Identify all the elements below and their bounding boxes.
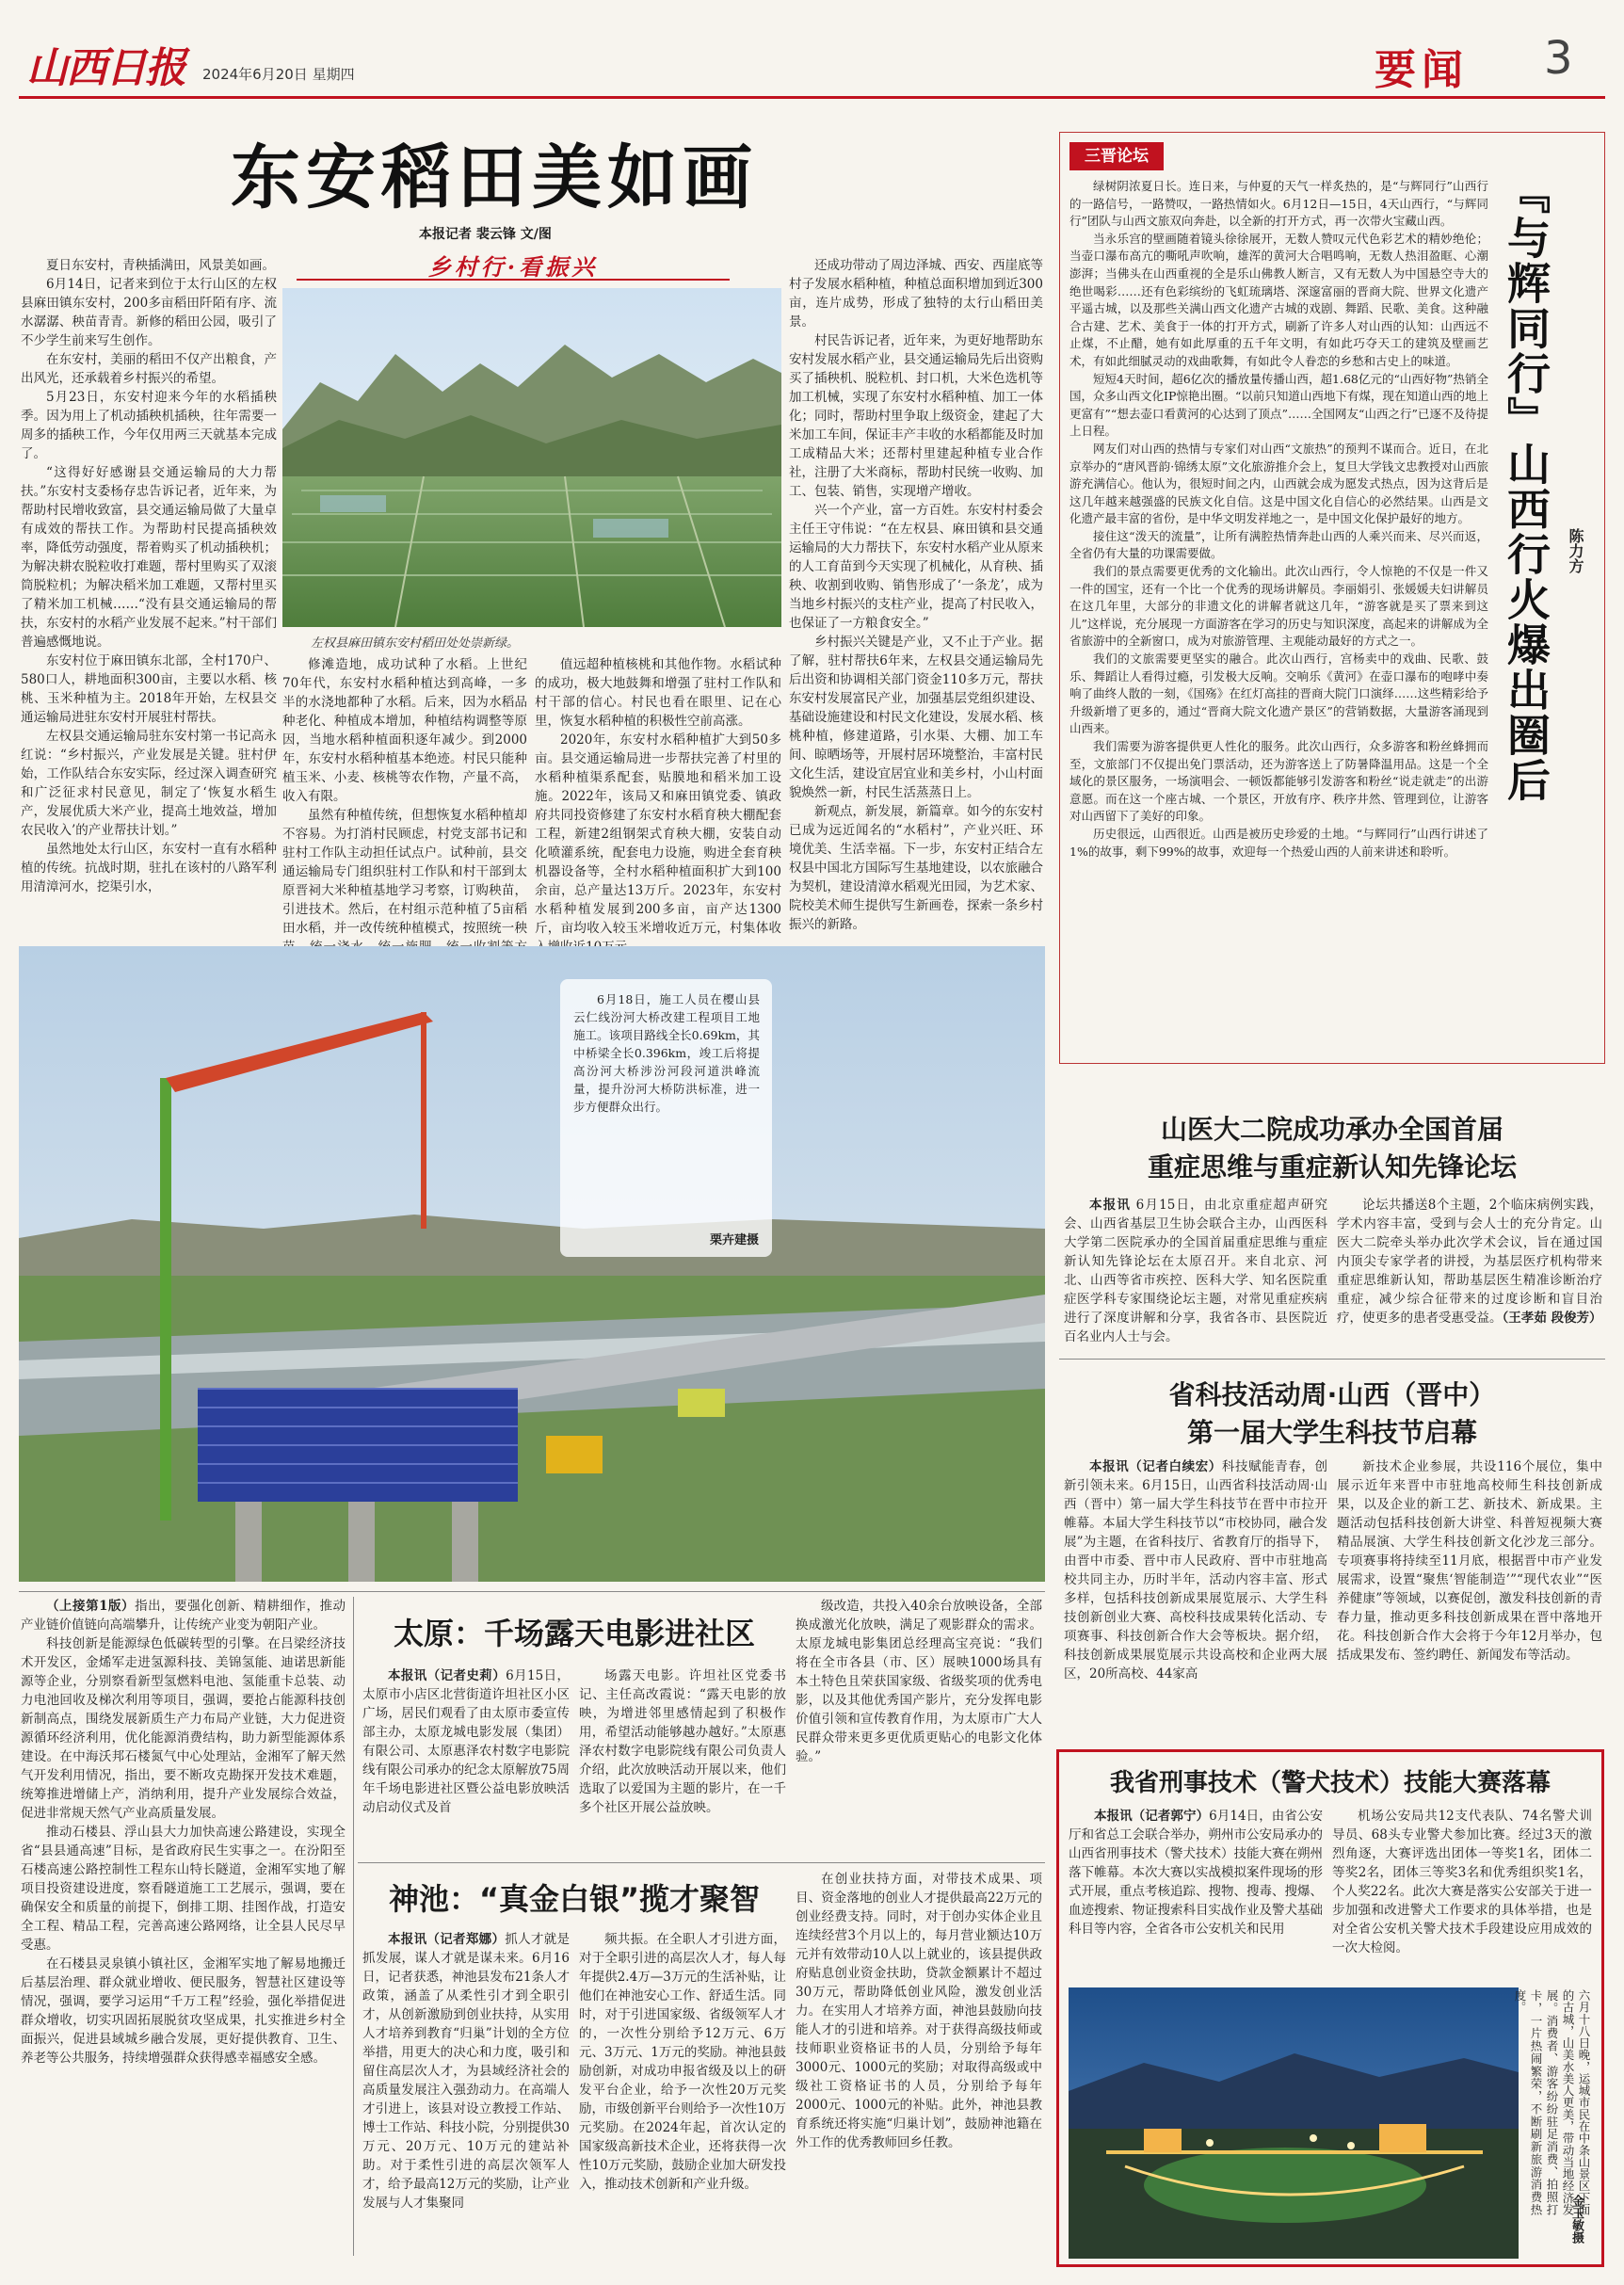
keji-body: 新技术企业参展，共设116个展位，集中展示近年来晋中市驻地高校师生科技创新成果，以及企业的新工艺、新技术、新成果。主题活动包括科技创新大讲堂、科普短视频大赛精品展演、大学生科技创新文化沙龙三部分。专项赛事将持续至11月底，根据晋中市产业发展需求，设置“聚焦‘智能制造’”“现代农业”“医养健康”等领域，以赛促创，激发科技创新的青春力量，推动更多科技创新成果在晋中落地开花。科技创新合作大会将于今年12月举办，包括成果发布、签约聘任、新闻发布等活动。 bbox=[1337, 1459, 1602, 1663]
police-article-box bbox=[1056, 1749, 1604, 2267]
taiyuan-body: 级改造，共投入40余台放映设备，全部换成激光化放映，满足了观影群众的需求。太原龙城电影集团总经理高宝亮说：“我们将在全市各县（市、区）展映1000场具有本土特色且荣获国家级、省级奖项的优秀电影，以及其他优秀国产影片，充分发挥电影价值引领和宣传教育作用，为太原市广大人民群众带来更多更优质更贴心的电影文化体验。” bbox=[796, 1599, 1042, 1764]
night-town-photo bbox=[1069, 1987, 1519, 2259]
paragraph: 虽然有种植传统，但想恢复水稻种植却不容易。为打消村民顾虑，村党支部书记和驻村工作队主动担任试点户。试种前，县交通运输局专门组织驻村工作队和村干部到太原晋祠大米种植基地学习考察，订购秧苗，引进技术。然后，在村组示范种植了5亩稻田水稻，并一改传统种植模式，按照统一秧 bbox=[282, 808, 527, 936]
night-photo-caption: 六月十八日晚，运城市民在中条山景区下面的古城，山美水美人更美，带动当地经济发展。消费者、游客纷纷驻足消费、拍照打卡，一片热闹繁荣，不断刷新旅游消费热度。 bbox=[1513, 1989, 1591, 2215]
night-town-illustration bbox=[1069, 1987, 1519, 2259]
paragraph: 我们的文旅需要更坚实的融合。此次山西行，宫杨卖中的戏曲、民歌、鼓乐、舞蹈让人看得过瘾，引发极大反响。交响乐《黄河》在壶口瀑布的咆哮中奏响了曲终人散的一刻，《国殇》在红灯高挂的晋商大院门口演绎……这些精彩给予升级新增了更多的，通过“晋商大院文化遗产景区”的营销数据，大量游客涌现到山西来。 bbox=[1069, 652, 1488, 736]
paragraph: 在东安村，美丽的稻田不仅产出粮食，产出风光，还承载着乡村振兴的希望。 bbox=[21, 352, 277, 386]
section-name: 要闻 bbox=[1375, 46, 1469, 94]
paragraph: 指出，要强化创新、精耕细作，推动产业链价值链向高端攀升，让传统产业变为朝阳产业。 bbox=[21, 1599, 346, 1633]
taiyuan-body: 场露天电影。许坦社区党委书记、主任高改霞说：“露天电影的放映，为增进邻里感情起到了积极作用，希望活动能够越办越好。”太原惠泽农村数字电影院线有限公司负责人介绍，此次放映活动开展以来，他们选取了以爱国为主题的影片，在一千多个社区开展公益放映。 bbox=[579, 1668, 786, 1815]
masthead-rule bbox=[19, 96, 1605, 99]
bridge-illustration bbox=[19, 946, 1045, 1582]
keji-text-col2 bbox=[1337, 1457, 1602, 1738]
shenchi-body: 抓人才就是抓发展，谋人才就是谋未来。6月16日，记者获悉，神池县发布21条人才政策，涵盖了从柔性引才到全职引才，从创新激励到创业扶持，从实用人才培养到教育“归巢”计划的全方位举措，用更大的决心和力度，吸引和留住高层次人才，为县域经济社会的高质量发展注入强劲动力。在高端人才引进上，该县对设立教授工作站、博士工作站、科技小院，分别提供30万元、20万元、10万元的建站补助。对于柔性引进的高层次领军人才，给予最高12万元的奖励，让产业发展与人才集聚同 bbox=[362, 1932, 571, 2211]
police-lead: 本报讯（记者郭宁） bbox=[1094, 1809, 1210, 1824]
editorial-column-tag bbox=[1069, 142, 1164, 170]
paragraph: 东安村位于麻田镇东北部，全村170户、580口人，耕地面积300亩，主要以水稻、核桃、玉米种植为主。2018年开始，左权县交通运输局进驻东安村开展驻村帮扶。 bbox=[21, 653, 277, 725]
lead-title: 东安稻田美如画 bbox=[231, 137, 758, 218]
shanyi-text-col2 bbox=[1337, 1196, 1602, 1346]
column-banner bbox=[297, 247, 730, 281]
taiyuan-text-col1 bbox=[362, 1666, 570, 1855]
editorial-author: 陈力方 bbox=[1567, 528, 1584, 573]
paragraph: 网友们对山西的热情与专家们对山西“文旅热”的预判不谋而合。近日，在北京举办的“唐风晋韵·锦绣太原”文化旅游推介会上，复旦大学钱文忠教授对山西旅游充满信心。他认为，很短时间之内，山西就会成为愿发式热点，因为这背后是这几年越来越强盛的民族文化自信。这是中国文化自信心的必然结果。山西是文化遗产最丰富的省份，是中华文明发祥地之一，是中国文化保护最好的地方。 bbox=[1069, 441, 1488, 526]
lead-byline: 本报记者 裴云锋 文/图 bbox=[419, 227, 552, 242]
paragraph: 绿树阴浓夏日长。连日来，与仲夏的天气一样炙热的，是“与辉同行”山西行的一路信号，一路赞叹，一路热情如火。6月12日—15日，4天山西行，“与辉同行”团队与山西文旅双向奔赴，以全新的打开方式，再一次带火宝藏山西。 bbox=[1069, 179, 1488, 229]
keji-text-col1 bbox=[1064, 1457, 1327, 1738]
paragraph: 历史很远，山西很近。山西是被历史珍爱的土地。“与辉同行”山西行讲述了1%的故事，剩下99%的故事，欢迎每一个热爱山西的人前来讲述和聆听。 bbox=[1069, 826, 1488, 859]
bridge-caption: 6月18日，施工人员在樱山县云仁线汾河大桥改建工程项目工地施工。该项目路线全长0.69km，其中桥梁全长0.396km，竣工后将提高汾河大桥涉汾河段河道洪峰流量，提升汾河大桥防洪标准，进一步方便群众出行。 bbox=[573, 992, 760, 1114]
bridge-photo-credit: 栗卉建摄 bbox=[709, 1233, 759, 1247]
paragraph: 5月23日，东安村迎来今年的水稻插秧季。因为用上了机动插秧机插秧，往年需要一周多的插秧工作，今年仅用两三天就基本完成了。 bbox=[21, 390, 277, 461]
taiyuan-body: 6月15日，太原市小店区北营街道许坦社区小区广场，居民们观看了由太原市委宣传部主办，太原龙城电影发展（集团）有限公司、太原惠泽农村数字电影院线有限公司承办的纪念太原解放75周年千场电影进社区暨公益电影放映活动启动仪式及首 bbox=[362, 1668, 570, 1815]
paragraph: 2020年，东安村水稻种植扩大到50多亩。县交通运输局进一步帮扶完善了村里的水稻种植渠系配套，贴膜地和稻米加工设施。2022年，该局又和麻田镇党委、镇政府共同投资修建了东安村水稻育秧大棚配套工程，新建2组钢架式育秧大棚，安装自动化喷灌系统，配套电力设施，购进全套育秧机器设备等，全村水稻种植面积扩大到100余亩，总产量达13万斤。2023年，东安村水稻种植发展到200多亩，亩产达1300斤，亩均收入较玉米增收近万元，村集体收 bbox=[535, 732, 781, 936]
divider bbox=[19, 1591, 1045, 1592]
paragraph: 我们的景点需要更优秀的文化输出。此次山西行，令人惊艳的不仅是一件又一件的国宝，还有一个比一个优秀的现场讲解员。李丽娟引、张媛媛夫妇讲解员在这几年里，大部分的非遗文化的讲解者就这几年，“游客就是买了票来到这儿”这样说，充分展现一方面游客在学习的历史与知识深度，高起来的讲解成为全省旅游中的全新窗口，成为对旅游管理、主观能动最好的方式之一。 bbox=[1069, 564, 1488, 649]
paragraph: 6月14日，记者来到位于太行山区的左权县麻田镇东安村，200多亩稻田阡陌有序、流水潺潺、秧苗青青。新修的稻田公园，吸引了不少学生前来写生创作。 bbox=[21, 277, 277, 348]
shanyi-lead: 本报讯 bbox=[1089, 1198, 1132, 1213]
masthead bbox=[19, 28, 1605, 104]
shanyi-title-2: 重症思维与重症新认知先锋论坛 bbox=[1147, 1151, 1517, 1183]
paragraph: 我们需要为游客提供更人性化的服务。此次山西行，众多游客和粉丝蜂拥而至，文旅部门不仅提出免门票活动，还为游客送上了防暑降温用品。这是一个全域化的景区服务，一场演唱会、一顿饭都能够引发游客和粉丝“说走就走”的出游意愿。而在这一个座古城、一个景区，开放有序、秩序井然、管理到位，让游客对山西留下了美好的印象。 bbox=[1069, 739, 1488, 824]
continued-text bbox=[21, 1597, 346, 2256]
paragraph: 修滩造地，成功试种了水稻。上世纪70年代，东安村水稻种植达到高峰，一多半的水浇地都种了水稻。后来，因为水稻品种老化、种植成本增加，种植结构调整等原因，当地水稻种植面积逐年减少。到2000年，东安村水稻种植基本绝迹。村民只能种植玉米、小麦、核桃等农作物，产量不高，收入有限。 bbox=[282, 657, 527, 804]
paragraph: 乡村振兴关键是产业，又不止于产业。据了解，驻村帮扶6年来，左权县交通运输局先后出资和协调相关部门资金110多万元，帮扶东安村发展富民产业，加强基层党组织建设、基础设施建设和村民文化建设，发展水稻、核桃种植，修建道路，引水渠、大棚、加工车间、晾晒场等，开展村居环境整治，丰富村民文化生活，建设宜居宜业和美乡村，小山村面貌焕然一新，村民生活蒸蒸日上。 bbox=[789, 635, 1043, 800]
paragraph: 科技创新是能源绿色低碳转型的引擎。在吕梁经济技术开发区，金烯军走进氢源科技、美锦氢能、迪诺思新能源等企业，分别察看新型氢燃料电池、氢能重卡总装、动力电池回收及梯次利用等项目，强调，要抢占能源科技创新制高点，围绕发展新质生产力布局产业链，大力促进资源循环经济利用，优化能源消费结构，助力新型能源体系建设。在中海沃邦石楼氮气中心处理站，金湘军了解天然气开发利用情况，指出，要不断攻克勘探开发技术难题，统筹推进增储上产，消纳利用，提升产业发展综合效益，促进非常规天然气产业高质量发展。 bbox=[21, 1636, 346, 1821]
shanyi-body: 论坛共播送8个主题，2个临床病例实践，学术内容丰富，受到与会人士的充分肯定。山医大二院牵头举办此次学术会议，旨在通过国内顶尖专家学者的讲授，为基层医疗机构带来重症思维新认知，帮助基层医生精准诊断治疗重症，减少综合征带来的过度诊断和盲目治疗，使更多的患者受惠受益。 bbox=[1337, 1198, 1602, 1326]
keji-body: 科技赋能青春，创新引领未来。6月15日，山西省科技活动周·山西（晋中）第一届大学生科技节在晋中市拉开帷幕。本届大学生科技节以“市校协同，融合发展”为主题，在省科技厅、省教育厅的指导下，由晋中市委、晋中市人民政府、晋中市驻地高校共同主办，历时半年，活动内容丰富、形式多样，包括科技创新成果展览展示、大学生科技创新创业大赛、高校科技成果转化活动、专项赛事、科技创新合作大会等板块。据介绍，科技创新成果展览展示共设高校和企业两大展区，20所高校、44家高 bbox=[1064, 1459, 1328, 1682]
paragraph: 当永乐宫的壁画随着镜头徐徐展开，无数人赞叹元代色彩艺术的精妙绝伦；当壶口瀑布高亢的嘶吼声吹响，雄浑的黄河大合唱鸣响，无数人热泪盈眶、心潮澎湃；当佛头在山西重视的全是乐山佛教人断言，又有无数人为中国悬空寺大的绝世喝彩……还有色彩缤纷的飞虹琉璃塔、深邃富丽的晋商大院、世界文化遗产平遥古城，以及那些关满山西文化遗产古城的戏剧、舞蹈、民歌、美食。这种融合古建、艺术、美食于一体的打开方式，刷新了许多人对山西的认知：山西远不止煤，不止醋，她有如此厚重的五千年文明，有如此巧夺天工的建筑及壁画艺术，有如此细腻灵动的戏曲歌舞，有如此令人眷恋的乡愁和古史上的味道。 bbox=[1069, 231, 1488, 368]
keji-title-2: 第一届大学生科技节启幕 bbox=[1186, 1417, 1477, 1448]
police-title: 我省刑事技术（警犬技术）技能大赛落幕 bbox=[1109, 1769, 1551, 1797]
divider bbox=[353, 1597, 354, 2256]
shenchi-title: 神池：“真金白银”揽才聚智 bbox=[388, 1881, 761, 1917]
shanyi-body: 6月15日，由北京重症超声研究会、山西省基层卫生协会联合主办，山西医科大学第二医院承办的全国首届重症思维与重症新认知先锋论坛在太原召开。来自北京、河北、山西等省市疾控、医科大学、知名医院重症医学科专家围绕论坛主题，对常见重症疾病进行了深度讲解和分享，我省各市、县医院近百名业内人士与会。 bbox=[1064, 1198, 1327, 1344]
newspaper-logo: 山西日报 bbox=[26, 44, 185, 92]
lead-text-col4 bbox=[789, 256, 1043, 934]
night-photo-credit: 金玉敏摄 bbox=[1569, 2195, 1584, 2244]
divider bbox=[358, 1862, 1045, 1863]
paragraph: 推动石楼县、浮山县大力加快高速公路建设，实现全省“县县通高速”目标，是省政府民生实事之一。在汾阳至石楼高速公路控制性工程东山特长隧道，金湘军实地了解项目投资建设进度，察看隧道施工工艺展示，强调，要在确保安全和质量的前提下，倒排工期、挂图作战，打造安全工程、精品工程，完善高速公路网络，让全县人民尽早受惠。 bbox=[21, 1825, 346, 1953]
paragraph: 左权县交通运输局驻东安村第一书记高永红说：“乡村振兴，产业发展是关键。驻村伊始，工作队结合东安实际，经过深入调查研究和广泛征求村民意见，制定了‘恢复水稻生产，发展优质大米产业，提高土地效益，增加农民收入’的产业帮扶计划。” bbox=[21, 729, 277, 838]
issue-date: 2024年6月20日 星期四 bbox=[202, 66, 355, 83]
shenchi-text-col3 bbox=[796, 1870, 1042, 2260]
paragraph: 兴一个产业，富一方百姓。东安村村委会主任王守伟说：“在左权县、麻田镇和县交通运输局的大力帮扶下，东安村水稻产业从原来的人工育苗到今天实现了机械化，从育秧、插秧、收割到收购、销售形成了‘一条龙’，成为当地乡村振兴的支柱产业，提高了村民收入，也保证了一方粮食安全。” bbox=[789, 503, 1043, 631]
rice-field-photo bbox=[282, 288, 781, 627]
lead-text-col2 bbox=[282, 655, 527, 934]
shenchi-body: 频共振。在全职人才引进方面，对于全职引进的高层次人才，每人每年提供2.4万—3万元的生活补贴，让他们在神池安心工作、舒适生活。同时，对于引进国家级、省级领军人才的，一次性分别给予12万元、6万元、3万元、1万元的奖励。神池县鼓励创新，对成功申报省级及以上的研发平台企业，给予一次性20万元奖励，市级创新平台则给予一次性10万元奖励。在2024年起，首次认定的国家级高新技术企业，还将获得一次性10万元奖励，鼓励企业加大研发投入，推动技术创新和产业升级。 bbox=[579, 1932, 786, 2192]
paragraph: “这得好好感谢县交通运输局的大力帮扶。”东安村支委杨存忠告诉记者，近年来，为帮助村民增收致富，县交通运输局做了大量卓有成效的帮扶工作。为帮助村民提高插秧效率，降低劳动强度，帮着购买了机动插秧机；为解决耕农脱粒收打难题，帮村里购买了双滚筒脱粒机；为解决稻米加工难题，又帮村里买了精米加工机械……“没有县交通运输局的帮扶，东安村的水稻产业发展不起来。”村干部们普遍感慨地说。 bbox=[21, 465, 277, 650]
police-text-col1 bbox=[1069, 1807, 1323, 1976]
divider bbox=[1059, 1359, 1605, 1360]
paragraph: 新观点，新发展，新篇章。如今的东安村已成为远近闻名的“水稻村”，产业兴旺、环境优美、生活幸福。下一步，东安村正结合左权县中国北方国际写生基地建设，以农旅融合为契机，建设清漳水稻观光田园，为艺术家、院校美术师生提供写生新画卷，探索一条乡村振兴的新路。 bbox=[789, 804, 1043, 932]
paragraph: 接住这“泼天的流量”，让所有满腔热情奔赴山西的人乘兴而来、尽兴而返，全省仍有大量的功课需要做。 bbox=[1069, 528, 1488, 561]
police-text-col2 bbox=[1332, 1807, 1592, 1976]
paragraph: 值远超种植核桃和其他作物。水稻试种的成功，极大地鼓舞和增强了驻村工作队和村干部的信心。村民也看在眼里、记在心里，恢复水稻种植的积极性空前高涨。 bbox=[535, 657, 781, 729]
taiyuan-lead: 本报讯（记者史莉） bbox=[388, 1668, 506, 1683]
paragraph: 夏日东安村，青秧插满田，风景美如画。 bbox=[46, 258, 275, 273]
keji-title-1: 省科技活动周·山西（晋中） bbox=[1168, 1379, 1496, 1410]
shenchi-body: 在创业扶持方面，对带技术成果、项目、资金落地的创业人才提供最高22万元的创业经费支持。同时，对于创办实体企业且连续经营3个月以上的，每月营业额达10万元并有效带动10人以上就业的，该县提供政府贴息创业资金扶助，贷款金额累计不超过30万元，帮助降低创业风险，激发创业活力。在实用人才培养方面，神池县鼓励向技能人才的引进和培养。对于获得高级技师或技师职业资格证书的人员，分别给予每年3000元、1000元的奖励；对取得高级或中级社工资格证书的人员，分别给予每年2000元、1000元的补贴。此外，神池县教育系统还将实施“归巢计划”，鼓励神池籍在外工作的优秀教师回乡任教。 bbox=[796, 1872, 1042, 2150]
shanyi-text-col1 bbox=[1064, 1196, 1327, 1346]
editorial-title: 『与辉同行』山西行火爆出圈后 bbox=[1501, 170, 1552, 803]
paragraph: 还成功带动了周边泽城、西安、西崖底等村子发展水稻种植，种植总面积增加到近300亩，连片成势，形成了独特的太行山稻田美景。 bbox=[789, 258, 1043, 330]
lead-text-col3 bbox=[535, 655, 781, 934]
bridge-callout bbox=[560, 979, 772, 1257]
editorial-text bbox=[1069, 178, 1488, 1054]
police-body: 机场公安局共12支代表队、74名警犬训导员、68头专业警犬参加比赛。经过3天的激烈角逐，大赛评选出团体一等奖1名，团体二等奖2名，团体三等奖3名和优秀组织奖1名，个人奖22名。此次大赛是落实公安部关于进一步加强和改进警犬工作要求的具体举措，也是对全省公安机关警犬技术手段建设应用成效的一次大检阅。 bbox=[1332, 1809, 1592, 1955]
column-title: 乡村行·看振兴 bbox=[427, 253, 599, 281]
shanyi-title-1: 山医大二院成功承办全国首届 bbox=[1160, 1114, 1503, 1145]
taiyuan-title: 太原：千场露天电影进社区 bbox=[393, 1616, 755, 1651]
paragraph: 短短4天时间，超6亿次的播放量传播山西，超1.68亿元的“山西好物”热销全国，众多山西文化IP惊艳出圈。“以前只知道山西地下有煤，现在知道山西的地上更富有”“想去壶口看黄河的心达到了顶点”……全国网友“山西之行”已逐不及待提上日程。 bbox=[1069, 371, 1488, 439]
keji-lead: 本报讯（记者白续宏） bbox=[1089, 1459, 1222, 1474]
continued-lead: （上接第1版） bbox=[46, 1599, 136, 1614]
shenchi-lead: 本报讯（记者郑娜） bbox=[388, 1932, 506, 1947]
paragraph: 在石楼县灵泉镇小镇社区，金湘军实地了解易地搬迁后基层治理、群众就业增收、便民服务，智慧社区建设等情况，强调，要学习运用“千万工程”经验，强化举措促进群众增收，切实巩固拓展脱贫攻坚成果，扎实推进乡村全面振兴，促进县域城乡融合发展，更好提供教育、卫生、养老等公共服务，持续增强群众获得感幸福感安全感。 bbox=[21, 1956, 346, 2066]
bridge-construction-photo bbox=[19, 946, 1045, 1582]
paragraph: 虽然地处太行山区，东安村一直有水稻种植的传统。抗战时期，驻扎在该村的八路军利用清漳河水，挖渠引水， bbox=[21, 842, 277, 894]
paragraph: 村民告诉记者，近年来，为更好地帮助东安村发展水稻产业，县交通运输局先后出资购买了插秧机、脱粒机、封口机，大米色选机等加工机械，实现了东安村水稻种植、加工一体化；同时，帮助村里争取上级资金，建起了大米加工车间，保证丰产丰收的水稻都能及时加工成精品大米；还帮村里建起种植专业合作社，注册了大米商标，帮助村民统一收购、加工、包装、销售，实现增产增收。 bbox=[789, 333, 1043, 499]
shanyi-author: （王孝茹 段俊芳） bbox=[1502, 1311, 1602, 1326]
lead-text-col1 bbox=[21, 256, 277, 934]
taiyuan-text-col2 bbox=[579, 1666, 786, 1855]
editorial-column-label: 三晋论坛 bbox=[1085, 147, 1149, 166]
rice-field-illustration bbox=[282, 288, 781, 627]
taiyuan-text-col3 bbox=[796, 1597, 1042, 1855]
police-body: 6月14日，由省公安厅和省总工会联合举办，朔州市公安局承办的山西省刑事技术（警犬技术）技能大赛在朔州落下帷幕。本次大赛以实战模拟案件现场的形式开展，重点考核追踪、搜物、搜毒、搜爆、血迹搜索、物证搜索科目实战作业及警犬基础科目等内容，全省各市公安机关和民用 bbox=[1069, 1809, 1323, 1937]
rice-photo-caption: 左权县麻田镇东安村稻田处处崇新绿。 bbox=[311, 636, 520, 651]
editorial-box bbox=[1059, 132, 1605, 1064]
shenchi-text-col2 bbox=[579, 1930, 786, 2260]
shenchi-text-col1 bbox=[362, 1930, 570, 2260]
page-number: 3 bbox=[1544, 32, 1573, 85]
